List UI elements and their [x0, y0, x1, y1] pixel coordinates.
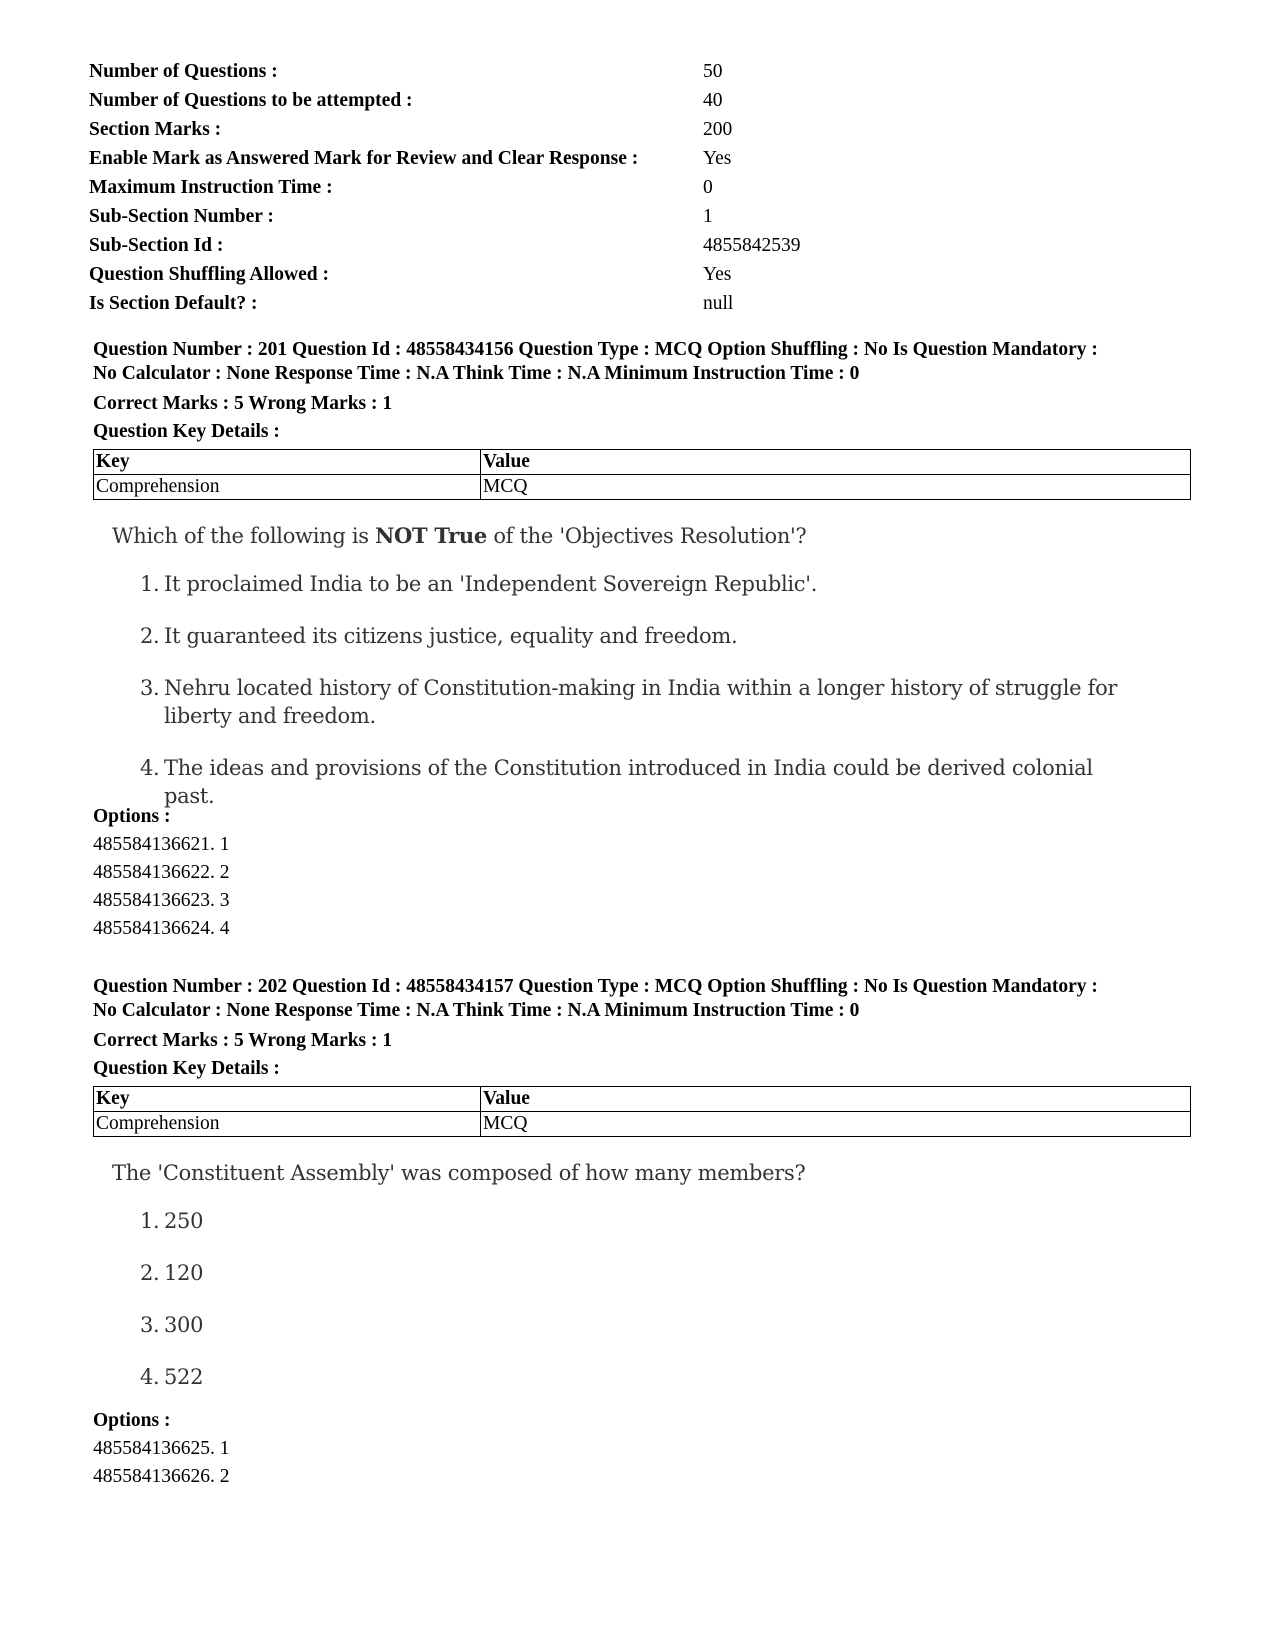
meta-value: 1: [703, 206, 713, 227]
question-choice: [140, 674, 1203, 730]
key-table-header-key: Key: [94, 1087, 481, 1112]
question-block-201: [93, 338, 1203, 834]
option-line: 485584136625. 1: [93, 1438, 230, 1459]
meta-label: Sub-Section Number :: [89, 206, 274, 227]
question-header-line: Question Number : 201 Question Id : 48558434156 Question Type : MCQ Option Shuffling : No Is Question Mandatory :: [93, 339, 1098, 360]
choice-number: 3.: [140, 1313, 160, 1337]
question-stem: The 'Constituent Assembly' was composed of how many members?: [112, 1161, 806, 1185]
question-stem: [112, 522, 1203, 550]
question-choice: [140, 570, 1203, 598]
meta-value: 0: [703, 177, 713, 198]
question-header-line: No Calculator : None Response Time : N.A Think Time : N.A Minimum Instruction Time : 0: [93, 363, 860, 384]
question-header-line: Question Number : 202 Question Id : 48558434157 Question Type : MCQ Option Shuffling : No Is Question Mandatory :: [93, 976, 1098, 997]
option-line: 485584136626. 2: [93, 1466, 230, 1487]
question-stem-emphasis: NOT True: [375, 523, 487, 548]
choice-text: The ideas and provisions of the Constitution introduced in India could be derived colonial past.: [164, 756, 1093, 808]
meta-value: Yes: [703, 148, 732, 169]
meta-label: Section Marks :: [89, 119, 222, 140]
options-block-201: [93, 801, 1203, 943]
question-choice: [140, 622, 1203, 650]
choice-number: 2.: [140, 1261, 160, 1285]
key-table-row: [94, 475, 1191, 500]
choice-text: It proclaimed India to be an 'Independent Sovereign Republic'.: [164, 572, 818, 596]
choice-text: It guaranteed its citizens justice, equality and freedom.: [164, 624, 738, 648]
choice-text: 250: [164, 1209, 204, 1233]
meta-label: Is Section Default? :: [89, 293, 258, 314]
question-stem-part: of the 'Objectives Resolution'?: [486, 524, 807, 548]
choice-number: 4.: [140, 1365, 160, 1389]
key-table-header-key: Key: [94, 450, 481, 475]
options-block-202: [93, 1405, 1203, 1491]
choice-number: 2.: [140, 624, 160, 648]
key-table-header-row: [94, 450, 1191, 475]
question-key-details-title: Question Key Details :: [93, 421, 280, 442]
meta-label: Sub-Section Id :: [89, 235, 224, 256]
options-title: Options :: [93, 1410, 171, 1431]
meta-value: Yes: [703, 264, 732, 285]
question-choice: [140, 1311, 1203, 1339]
key-table-cell-value: MCQ: [481, 1112, 1191, 1137]
choice-text: 300: [164, 1313, 204, 1337]
question-header: [93, 975, 1203, 1023]
meta-value: 4855842539: [703, 235, 801, 256]
key-table-header-row: [94, 1087, 1191, 1112]
key-table-cell-value: MCQ: [481, 475, 1191, 500]
question-choice: [140, 1363, 1203, 1391]
meta-label: Number of Questions :: [89, 61, 278, 82]
option-line: 485584136622. 2: [93, 862, 230, 883]
choice-number: 3.: [140, 676, 160, 700]
choice-number: 4.: [140, 756, 160, 780]
choice-text: 120: [164, 1261, 204, 1285]
question-stem-part: Which of the following is: [112, 524, 376, 548]
question-marks: Correct Marks : 5 Wrong Marks : 1: [93, 393, 393, 414]
meta-value: 40: [703, 90, 723, 111]
option-line: 485584136624. 4: [93, 918, 230, 939]
question-choice: [140, 1259, 1203, 1287]
choice-number: 1.: [140, 572, 160, 596]
key-table-header-value: Value: [481, 450, 1191, 475]
meta-label: Question Shuffling Allowed :: [89, 264, 330, 285]
key-table-cell-key: Comprehension: [94, 475, 481, 500]
meta-value: 50: [703, 61, 723, 82]
question-key-table: [93, 449, 1191, 500]
question-key-table: [93, 1086, 1191, 1137]
question-block-202: [93, 975, 1203, 1415]
question-key-details-title: Question Key Details :: [93, 1058, 280, 1079]
option-line: 485584136621. 1: [93, 834, 230, 855]
meta-value: null: [703, 293, 734, 314]
question-header-line: No Calculator : None Response Time : N.A Think Time : N.A Minimum Instruction Time : 0: [93, 1000, 860, 1021]
meta-label: Enable Mark as Answered Mark for Review and Clear Response :: [89, 148, 639, 169]
meta-label: Maximum Instruction Time :: [89, 177, 333, 198]
question-header: [93, 338, 1203, 386]
question-text: [112, 1159, 1203, 1391]
key-table-cell-key: Comprehension: [94, 1112, 481, 1137]
choice-text: Nehru located history of Constitution-making in India within a longer history of struggle for liberty and freedom.: [164, 676, 1118, 728]
question-choices: [140, 570, 1203, 810]
choice-text: 522: [164, 1365, 204, 1389]
choice-number: 1.: [140, 1209, 160, 1233]
key-table-row: [94, 1112, 1191, 1137]
meta-label: Number of Questions to be attempted :: [89, 90, 413, 111]
question-choice: [140, 1207, 1203, 1235]
option-line: 485584136623. 3: [93, 890, 230, 911]
key-table-header-value: Value: [481, 1087, 1191, 1112]
question-marks: Correct Marks : 5 Wrong Marks : 1: [93, 1030, 393, 1051]
question-choices: [140, 1207, 1203, 1391]
options-title: Options :: [93, 806, 171, 827]
meta-value: 200: [703, 119, 733, 140]
question-text: [112, 522, 1203, 810]
